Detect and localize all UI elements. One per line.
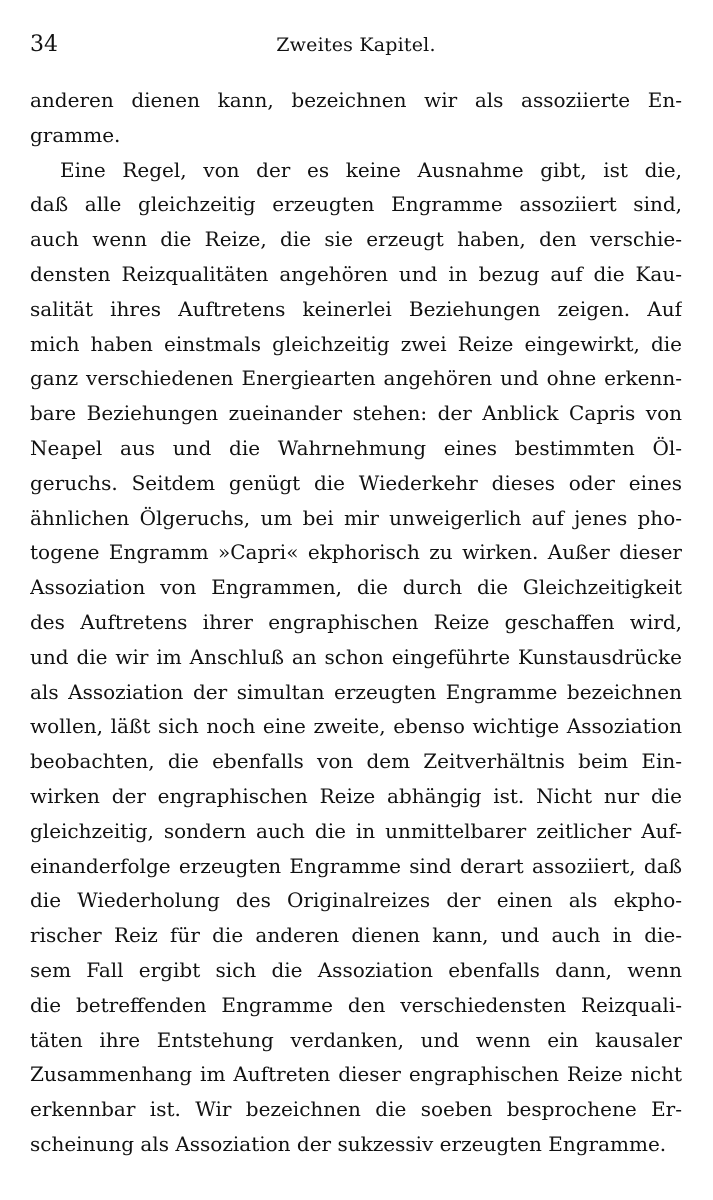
text-line: bare Beziehungen zueinander stehen: der Anblick Capris von: [30, 401, 682, 426]
text-line: gleichzeitig, sondern auch die in unmittelbarer zeitlicher Auf-: [30, 818, 682, 843]
text-line: rischer Reiz für die anderen dienen kann, und auch in die-: [30, 923, 682, 948]
text-line: ähnlichen Ölgeruchs, um bei mir unweigerlich auf jenes pho-: [30, 505, 682, 530]
text-line: auch wenn die Reize, die sie erzeugt haben, den verschie-: [30, 227, 682, 252]
text-line: wirken der engraphischen Reize abhängig ist. Nicht nur die: [30, 783, 682, 808]
page-number: 34: [30, 32, 58, 57]
text-line: die betreffenden Engramme den verschiedensten Reizquali-: [30, 992, 682, 1017]
text-line: erkennbar ist. Wir bezeichnen die soeben besprochene Er-: [30, 1097, 682, 1122]
text-line: densten Reizqualitäten angehören und in bezug auf die Kau-: [30, 261, 682, 286]
text-line: Eine Regel, von der es keine Ausnahme gibt, ist die,: [60, 157, 682, 182]
text-line: sem Fall ergibt sich die Assoziation ebenfalls dann, wenn: [30, 957, 682, 982]
text-line: daß alle gleichzeitig erzeugten Engramme assoziiert sind,: [30, 192, 682, 217]
text-line: die Wiederholung des Originalreizes der einen als ekpho-: [30, 888, 682, 913]
text-line: täten ihre Entstehung verdanken, und wenn ein kausaler: [30, 1027, 682, 1052]
text-line: Zusammenhang im Auftreten dieser engraphischen Reize nicht: [30, 1062, 682, 1087]
text-line: Assoziation von Engrammen, die durch die Gleichzeitigkeit: [30, 575, 682, 600]
text-line: einanderfolge erzeugten Engramme sind derart assoziiert, daß: [30, 853, 682, 878]
page-header: [30, 32, 682, 62]
text-line: anderen dienen kann, bezeichnen wir als assoziierte En-: [30, 88, 682, 112]
text-line: geruchs. Seitdem genügt die Wiederkehr dieses oder eines: [30, 470, 682, 495]
text-line: salität ihres Auftretens keinerlei Beziehungen zeigen. Auf: [30, 296, 682, 321]
text-line: des Auftretens ihrer engraphischen Reize geschaffen wird,: [30, 609, 682, 634]
body-text: [30, 83, 682, 1162]
text-line: und die wir im Anschluß an schon eingeführte Kunstausdrücke: [30, 644, 682, 669]
text-line: als Assoziation der simultan erzeugten Engramme bezeichnen: [30, 679, 682, 704]
text-line: mich haben einstmals gleichzeitig zwei Reize eingewirkt, die: [30, 331, 682, 356]
text-line: togene Engramm »Capri« ekphorisch zu wirken. Außer dieser: [30, 540, 682, 565]
text-line: beobachten, die ebenfalls von dem Zeitverhältnis beim Ein-: [30, 749, 682, 774]
running-head: Zweites Kapitel.: [276, 34, 436, 56]
text-line: gramme.: [30, 122, 121, 147]
text-line: scheinung als Assoziation der sukzessiv erzeugten Engramme.: [30, 1131, 667, 1156]
text-line: Neapel aus und die Wahrnehmung eines bestimmten Öl-: [30, 435, 682, 460]
text-line: ganz verschiedenen Energiearten angehören und ohne erkenn-: [30, 366, 682, 391]
text-line: wollen, läßt sich noch eine zweite, ebenso wichtige Assoziation: [30, 714, 682, 739]
